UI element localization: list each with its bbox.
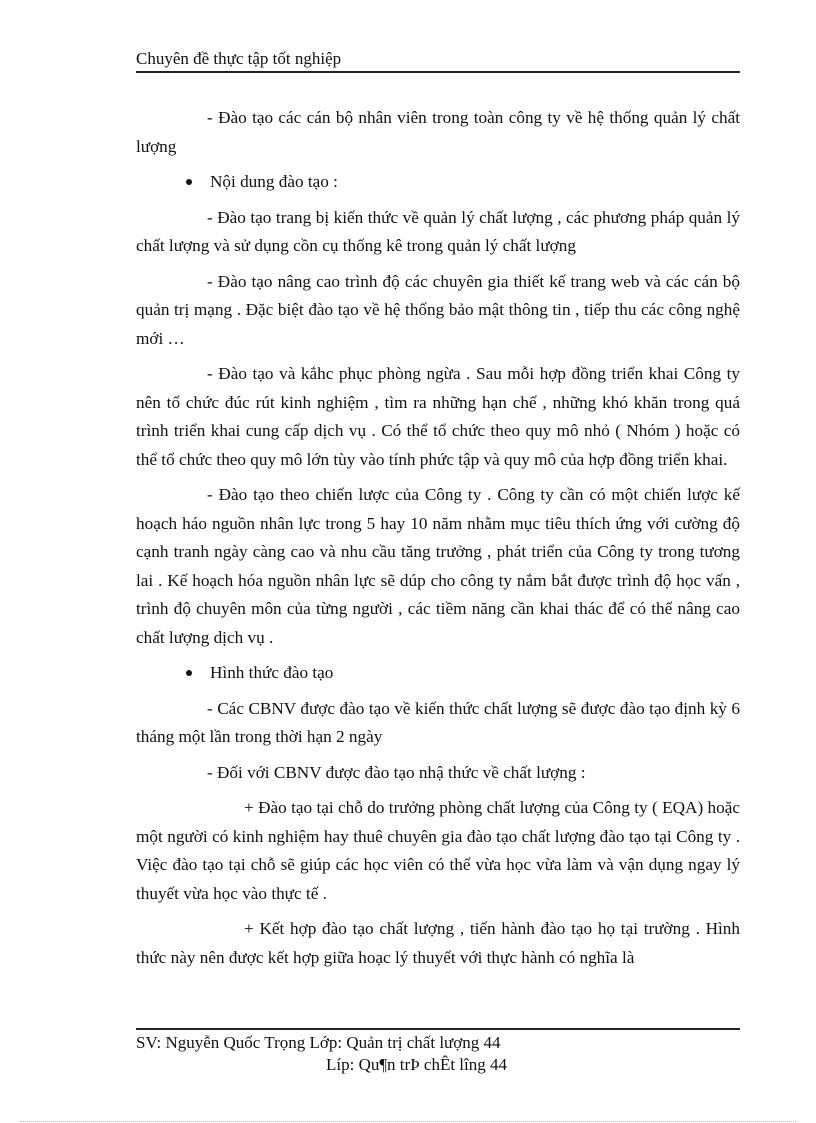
paragraph-corrective-prevention: - Đào tạo và kắhc phục phòng ngừa . Sau mỗi hợp đồng triển khai Công ty nên tổ chức đúc rút kinh nghiệm , tìm ra những hạn chế , những khó khăn trong quá trình triển khai cung cấp dịch vụ . Có thể tổ chức theo quy mô nhỏ ( Nhóm ) hoặc có thể tổ chức theo quy mô lớn tùy vào tính phức tập và quy mô của hợp đồng triển khai. xyxy=(136,364,740,469)
paragraph-strategy: - Đào tạo theo chiến lược của Công ty . Công ty cần có một chiến lược kế hoạch háo nguồn nhân lực trong 5 hay 10 năm nhằm mục tiêu thích ứng với cường độ cạnh tranh ngày càng cao và nhu cầu tăng trưởng , phát triển của Công ty trong tương lai . Kế hoạch hóa nguồn nhân lực sẽ dúp cho công ty nắm bắt được trình độ học vấn , trình độ chuyên môn của từng người , các tiềm năng cần khai thác để có thể nâng cao chất lượng dịch vụ . xyxy=(136,485,740,647)
paragraph-quality-knowledge: - Đào tạo trang bị kiến thức về quản lý chất lượng , các phương pháp quản lý chất lượng và sử dụng cồn cụ thống kê trong quản lý chất lượng xyxy=(136,207,740,255)
bullet-label: Nội dung đào tạo : xyxy=(210,172,338,191)
paragraph-training-staff: - Đào tạo các cán bộ nhân viên trong toàn công ty về hệ thống quản lý chất lượng xyxy=(136,108,740,156)
header-title: Chuyên đề thực tập tốt nghiệp xyxy=(136,49,342,68)
bullet-training-content xyxy=(186,168,740,197)
document-body xyxy=(136,104,740,979)
footer-class-line: Líp: Qu¶n trÞ chÊt lîng 44 xyxy=(326,1055,507,1074)
footer-rule xyxy=(136,1028,740,1030)
page-footer xyxy=(136,1032,740,1076)
footer-student-line: SV: Nguyễn Quốc Trọng Lớp: Quản trị chất lượng 44 xyxy=(136,1033,501,1052)
bullet-training-form xyxy=(186,659,740,688)
bullet-label: Hình thức đào tạo xyxy=(210,663,334,682)
paragraph-school-training: + Kết hợp đào tạo chất lượng , tiến hành đào tạo họ tại trường . Hình thức này nên được kết hợp giữa hoạc lý thuyết với thực hành có nghĩa là xyxy=(136,919,740,967)
paragraph-onsite-training: + Đào tạo tại chỗ do trưởng phòng chất lượng của Công ty ( EQA) hoặc một người có kinh nghiệm hay thuê chuyên gia đào tạo chất lượng đào tạo tại Công ty . Việc đào tạo tại chỗ sẽ giúp các học viên có thể vừa học vừa làm và vận dụng ngay lý thuyết vừa học vào thực tế . xyxy=(136,798,740,903)
bullet-dot-icon xyxy=(186,670,192,676)
paragraph-web-experts: - Đào tạo nâng cao trình độ các chuyên gia thiết kế trang web và các cán bộ quản trị mạng . Đặc biệt đào tạo về hệ thống bảo mật thông tin , tiếp thu các công nghệ mới … xyxy=(136,271,740,348)
paragraph-periodic-training: - Các CBNV được đào tạo về kiến thức chất lượng sẽ được đào tạo định kỳ 6 tháng một lần trong thời hạn 2 ngày xyxy=(136,698,740,746)
page-header xyxy=(136,48,740,73)
paragraph-awareness: - Đối với CBNV được đào tạo nhậ thức về chất lượng : xyxy=(207,762,586,782)
page-edge-divider xyxy=(20,1121,796,1122)
bullet-dot-icon xyxy=(186,179,192,185)
